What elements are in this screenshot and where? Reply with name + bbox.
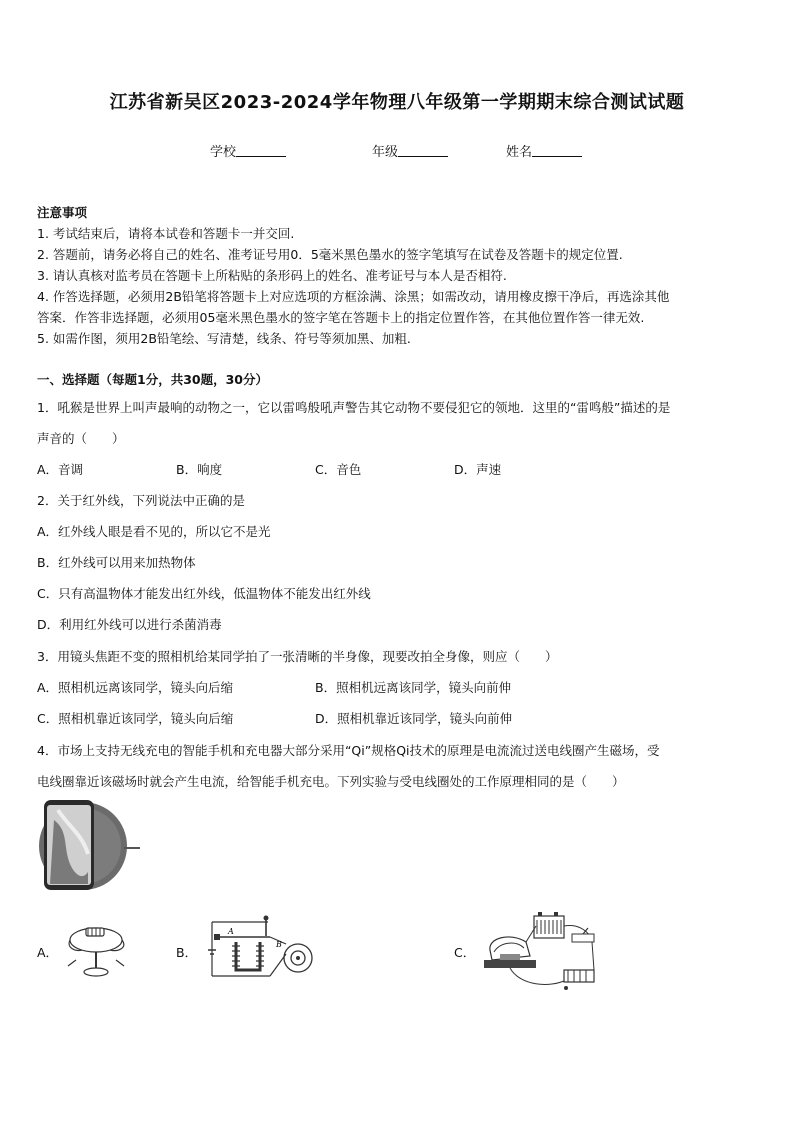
electric-motor-circuit-figure bbox=[480, 908, 604, 994]
q1-stem-line2: 声音的（ ） bbox=[37, 431, 125, 446]
q4-stem-line2: 电线圈靠近该磁场时就会产生电流，给智能手机充电。下列实验与受电线圈处的工作原理相同的是（ ） bbox=[37, 774, 625, 789]
wireless-charging-phone-figure bbox=[38, 798, 142, 894]
note-item: 答案．作答非选择题，必须用05毫米黑色墨水的签字笔在答题卡上的指定位置作答，在其他位置作答一律无效. bbox=[37, 310, 645, 325]
note-item: 3. 请认真核对监考员在答题卡上所粘贴的条形码上的姓名、准考证号与本人是否相符. bbox=[37, 268, 507, 283]
name-blank bbox=[532, 144, 582, 157]
q3-option-c: C．照相机靠近该同学，镜头向后缩 bbox=[37, 711, 234, 726]
q3-option-b: B．照相机远离该同学，镜头向前伸 bbox=[315, 680, 512, 695]
grade-blank bbox=[398, 144, 448, 157]
grade-field bbox=[372, 141, 448, 160]
q3-option-d: D．照相机靠近该同学，镜头向前伸 bbox=[315, 711, 513, 726]
label-b: B bbox=[276, 940, 282, 949]
q3-option-a: A．照相机远离该同学，镜头向后缩 bbox=[37, 680, 234, 695]
notes-heading: 注意事项 bbox=[37, 205, 88, 220]
q2-option-a: A．红外线人眼是看不见的，所以它不是光 bbox=[37, 524, 271, 539]
note-item: 5. 如需作图，须用2B铅笔绘、写清楚，线条、符号等须加黑、加粗. bbox=[37, 331, 411, 346]
name-field bbox=[506, 141, 582, 160]
q1-option-b: B．响度 bbox=[176, 462, 223, 477]
q4-option-b: B． bbox=[176, 945, 198, 960]
q4-option-a: A． bbox=[37, 945, 59, 960]
q2-option-c: C．只有高温物体才能发出红外线，低温物体不能发出红外线 bbox=[37, 586, 371, 601]
q2-option-b: B．红外线可以用来加热物体 bbox=[37, 555, 196, 570]
q4-option-c: C． bbox=[454, 945, 476, 960]
coil-on-stand-figure bbox=[62, 918, 134, 980]
note-item: 2. 答题前，请务必将自己的姓名、准考证号用0．5毫米黑色墨水的签字笔填写在试卷及答题卡的规定位置. bbox=[37, 247, 623, 262]
q1-option-d: D．声速 bbox=[454, 462, 502, 477]
school-label: 学校 bbox=[210, 145, 237, 160]
q2-stem: 2．关于红外线，下列说法中正确的是 bbox=[37, 493, 245, 508]
q3-stem: 3．用镜头焦距不变的照相机给某同学拍了一张清晰的半身像，现要改拍全身像，则应（ ） bbox=[37, 649, 558, 664]
label-a: A bbox=[228, 927, 234, 936]
q1-option-a: A．音调 bbox=[37, 462, 84, 477]
note-item: 4. 作答选择题，必须用2B铅笔将答题卡上对应选项的方框涂满、涂黑；如需改动，请用橡皮擦干净后，再选涂其他 bbox=[37, 289, 670, 304]
school-field bbox=[210, 141, 286, 160]
grade-label: 年级 bbox=[372, 145, 399, 160]
section-heading: 一、选择题（每题1分，共30题，30分） bbox=[37, 372, 268, 387]
q4-stem-line1: 4．市场上支持无线充电的智能手机和充电器大部分采用“Qi”规格Qi技术的原理是电流流过送电线圈产生磁场，受 bbox=[37, 743, 660, 758]
electromagnet-relay-figure bbox=[200, 914, 320, 984]
q1-option-c: C．音色 bbox=[315, 462, 362, 477]
q2-option-d: D．利用红外线可以进行杀菌消毒 bbox=[37, 617, 222, 632]
school-blank bbox=[236, 144, 286, 157]
note-item: 1. 考试结束后，请将本试卷和答题卡一并交回. bbox=[37, 226, 295, 241]
name-label: 姓名 bbox=[506, 145, 533, 160]
q1-stem-line1: 1．吼猴是世界上叫声最响的动物之一，它以雷鸣般吼声警告其它动物不要侵犯它的领地．这里的“雷鸣般”描述的是 bbox=[37, 400, 671, 415]
page-title: 江苏省新吴区2023-2024学年物理八年级第一学期期末综合测试试题 bbox=[109, 92, 685, 113]
